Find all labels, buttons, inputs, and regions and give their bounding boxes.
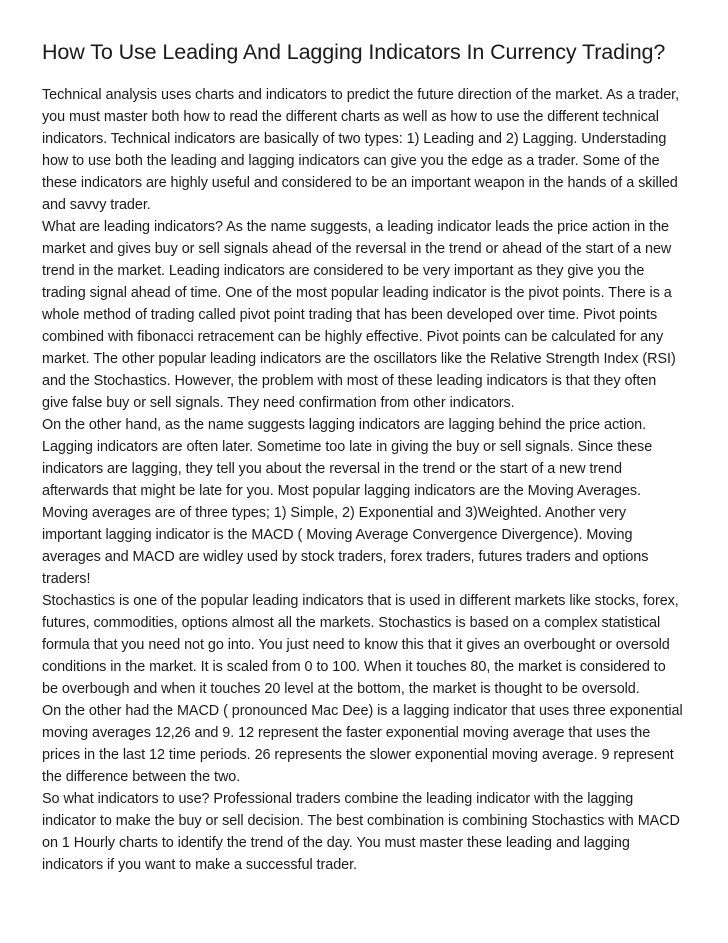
text-line: be overbough and when it touches 20 level at the bottom, the market is thought to be oversold. — [42, 681, 640, 697]
paragraph — [42, 216, 690, 414]
text-line: averages and MACD are widley used by stock traders, forex traders, futures traders and options — [42, 549, 649, 565]
text-line: futures, commodities, options almost all the markets. Stochastics is based on a complex statistical — [42, 615, 661, 631]
text-line: market. The other popular leading indicators are the oscillators like the Relative Strength Index (RSI) — [42, 351, 676, 367]
text-line: traders! — [42, 571, 91, 587]
text-line: important lagging indicator is the MACD ( Moving Average Convergence Divergence). Moving — [42, 527, 633, 543]
text-line: Technical analysis uses charts and indicators to predict the future direction of the market. As a trader, — [42, 87, 680, 103]
document-title: How To Use Leading And Lagging Indicators In Currency Trading? — [42, 40, 666, 64]
text-line: indicators. Technical indicators are basically of two types: 1) Leading and 2) Lagging. Understading — [42, 131, 667, 147]
text-line: indicators if you want to make a successful trader. — [42, 857, 357, 873]
text-line: on 1 Hourly charts to identify the trend of the day. You must master these leading and lagging — [42, 835, 630, 851]
text-line: Lagging indicators are often later. Sometime too late in giving the buy or sell signals. Since these — [42, 439, 653, 455]
document-body — [42, 84, 690, 876]
text-line: the difference between the two. — [42, 769, 241, 785]
text-line: afterwards that might be late for you. Most popular lagging indicators are the Moving Averages. — [42, 483, 641, 499]
text-line: moving averages 12,26 and 9. 12 represent the faster exponential moving average that uses the — [42, 725, 651, 741]
text-line: give false buy or sell signals. They need confirmation from other indicators. — [42, 395, 515, 411]
text-line: On the other hand, as the name suggests lagging indicators are lagging behind the price action. — [42, 417, 647, 433]
text-line: trading signal ahead of time. One of the most popular leading indicator is the pivot points. There is a — [42, 285, 672, 301]
text-line: these indicators are highly useful and considered to be an important weapon in the hands of a skilled — [42, 175, 678, 191]
paragraph — [42, 590, 690, 700]
paragraph — [42, 788, 690, 876]
text-line: Stochastics is one of the popular leading indicators that is used in different markets like stocks, forex, — [42, 593, 679, 609]
text-line: indicators are lagging, they tell you about the reversal in the trend or the start of a new trend — [42, 461, 622, 477]
paragraph — [42, 84, 690, 216]
text-line: and the Stochastics. However, the problem with most of these leading indicators is that they often — [42, 373, 657, 389]
text-line: and savvy trader. — [42, 197, 151, 213]
text-line: whole method of trading called pivot point trading that has been developed over time. Pivot points — [42, 307, 658, 323]
text-line: Moving averages are of three types; 1) Simple, 2) Exponential and 3)Weighted. Another very — [42, 505, 626, 521]
text-line: formula that you need not go into. You just need to know this that it gives an overbought or oversold — [42, 637, 670, 653]
text-line: On the other had the MACD ( pronounced Mac Dee) is a lagging indicator that uses three exponential — [42, 703, 683, 719]
paragraph — [42, 700, 690, 788]
text-line: prices in the last 12 time periods. 26 represents the slower exponential moving average. 9 represent — [42, 747, 674, 763]
text-line: What are leading indicators? As the name suggests, a leading indicator leads the price action in the — [42, 219, 669, 235]
text-line: So what indicators to use? Professional traders combine the leading indicator with the lagging — [42, 791, 634, 807]
document-page — [42, 38, 690, 876]
text-line: you must master both how to read the different charts as well as how to use the different technical — [42, 109, 659, 125]
text-line: trend in the market. Leading indicators are considered to be very important as they give you the — [42, 263, 645, 279]
paragraph — [42, 414, 690, 590]
text-line: indicator to make the buy or sell decision. The best combination is combining Stochastics with MACD — [42, 813, 680, 829]
text-line: market and gives buy or sell signals ahead of the reversal in the trend or ahead of the start of a new — [42, 241, 672, 257]
text-line: conditions in the market. It is scaled from 0 to 100. When it touches 80, the market is considered to — [42, 659, 666, 675]
text-line: combined with fibonacci retracement can be highly effective. Pivot points can be calculated for any — [42, 329, 664, 345]
text-line: how to use both the leading and lagging indicators can give you the edge as a trader. Some of the — [42, 153, 660, 169]
